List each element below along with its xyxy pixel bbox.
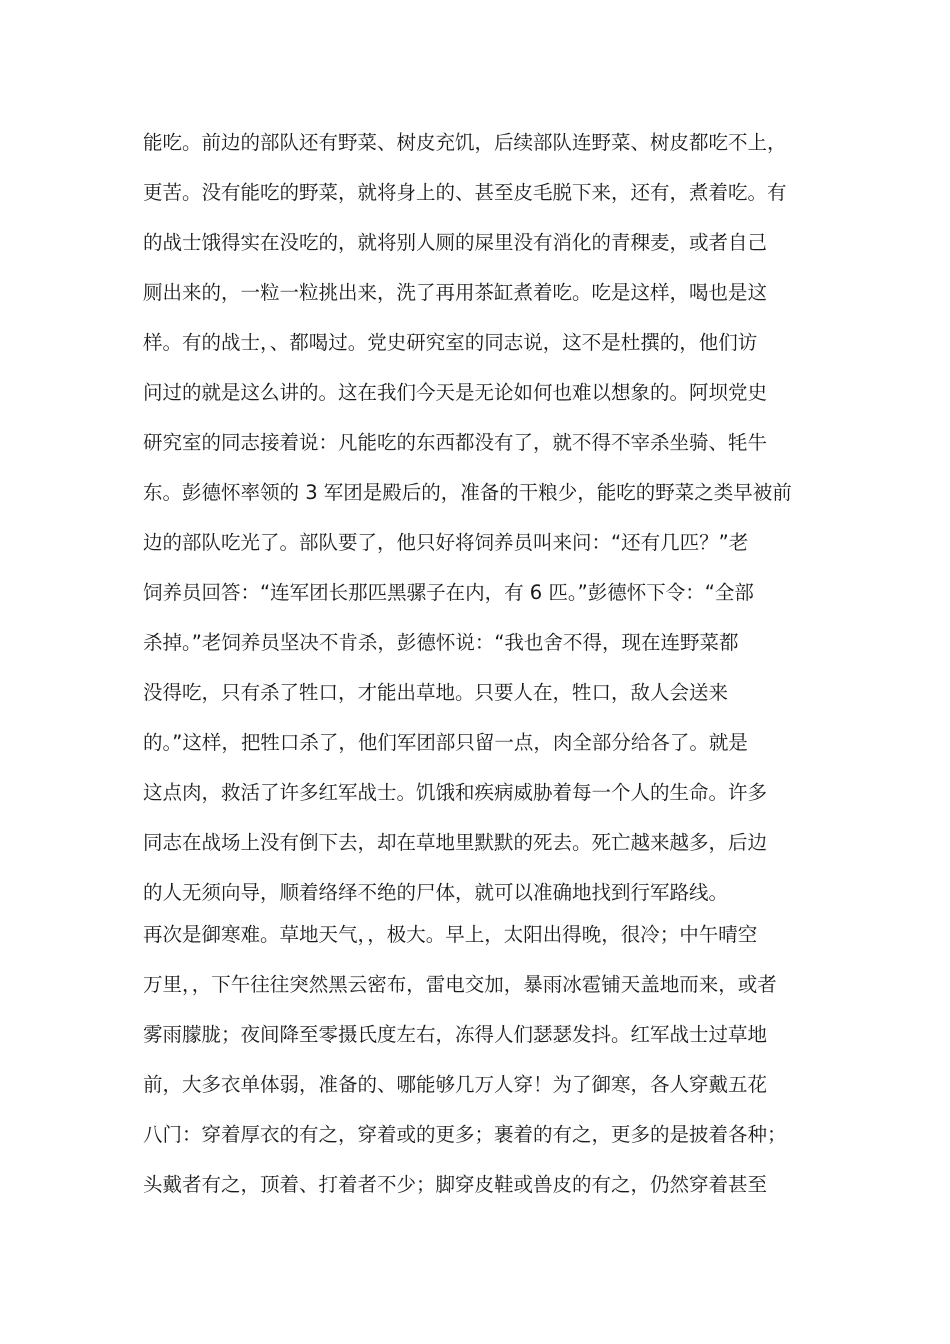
text-line: 研究室的同志接着说：凡能吃的东西都没有了，就不得不宰杀坐骑、牦牛	[143, 431, 768, 454]
text-line: 没得吃，只有杀了牲口，才能出草地。只要人在，牲口，敌人会送来	[143, 681, 729, 704]
text-line: 问过的就是这么讲的。这在我们今天是无论如何也难以想象的。阿坝党史	[143, 381, 768, 404]
text-line: 厕出来的，一粒一粒挑出来，洗了再用茶缸煮着吃。吃是这样，喝也是这	[143, 281, 768, 304]
text-line: 头戴者有之，顶着、打着者不少；脚穿皮鞋或兽皮的有之，仍然穿着甚至	[143, 1173, 768, 1196]
text-line: 能吃。前边的部队还有野菜、树皮充饥，后续部队连野菜、树皮都吃不上，	[143, 131, 787, 154]
text-line: 雾雨朦胧；夜间降至零摄氏度左右，冻得人们瑟瑟发抖。红军战士过草地	[143, 1023, 768, 1046]
text-line: 八门：穿着厚衣的有之，穿着或的更多；裹着的有之，更多的是披着各种；	[143, 1123, 787, 1146]
text-line: 的战士饿得实在没吃的，就将别人厕的屎里没有消化的青稞麦，或者自己	[143, 231, 768, 254]
text-line: 万里，，下午往往突然黑云密布，雷电交加，暴雨冰雹铺天盖地而来，或者	[143, 973, 777, 996]
text-line: 同志在战场上没有倒下去，却在草地里默默的死去。死亡越来越多，后边	[143, 831, 768, 854]
text-line: 样。有的战士，、都喝过。党史研究室的同志说，这不是杜撰的，他们访	[143, 331, 758, 354]
text-line: 东。彭德怀率领的 3 军团是殿后的，准备的干粮少，能吃的野菜之类早被前	[143, 481, 792, 504]
text-line: 的人无须向导，顺着络绎不绝的尸体，就可以准确地找到行军路线。	[143, 881, 729, 904]
text-line: 边的部队吃光了。部队要了，他只好将饲养员叫来问：“还有几匹？”老	[143, 531, 749, 554]
text-line: 杀掉。”老饲养员坚决不肯杀，彭德怀说：“我也舍不得，现在连野菜都	[143, 631, 739, 654]
text-line: 饲养员回答：“连军团长那匹黑骡子在内，有 6 匹。”彭德怀下令：“全部	[143, 581, 754, 604]
text-line: 前，大多衣单体弱，准备的、哪能够几万人穿！为了御寒，各人穿戴五花	[143, 1073, 768, 1096]
body-text	[143, 118, 823, 1210]
text-line: 更苦。没有能吃的野菜，就将身上的、甚至皮毛脱下来，还有，煮着吃。有	[143, 181, 787, 204]
text-line: 的。”这样，把牲口杀了，他们军团部只留一点，肉全部分给各了。就是	[143, 731, 748, 754]
text-line: 这点肉，救活了许多红军战士。饥饿和疾病威胁着每一个人的生命。许多	[143, 781, 768, 804]
paragraph-start-line: 再次是御寒难。草地天气，，极大。早上，太阳出得晚，很冷；中午晴空	[143, 923, 758, 946]
